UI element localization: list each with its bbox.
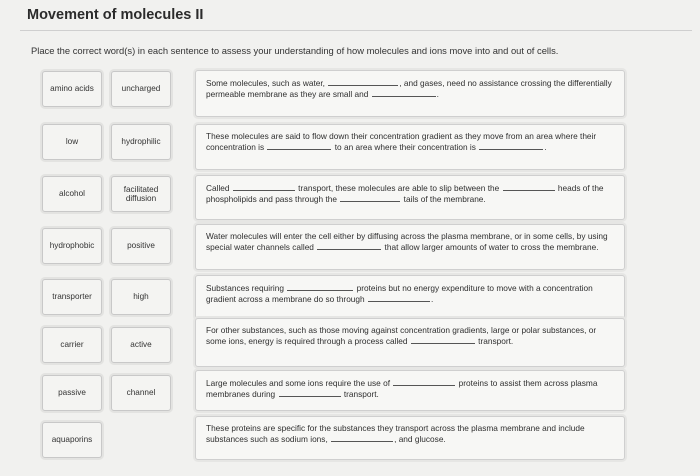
sentence-text: , and glucose. xyxy=(394,434,446,445)
instructions: Place the correct word(s) in each sentence to assess your understanding of how molecules and ions move into and out of cells. xyxy=(31,45,559,56)
answer-blank[interactable] xyxy=(503,182,555,191)
sentence-text: Some molecules, such as water, xyxy=(206,78,325,88)
answer-blank[interactable] xyxy=(340,193,400,202)
word-chip[interactable]: passive xyxy=(42,375,102,411)
answer-blank[interactable] xyxy=(279,388,341,397)
sentence-box-7 xyxy=(195,370,625,411)
answer-blank[interactable] xyxy=(368,293,430,302)
sentence-box-6 xyxy=(195,318,625,367)
word-chip[interactable]: channel xyxy=(111,375,171,411)
sentence-text: Called xyxy=(206,183,230,193)
word-chip[interactable]: positive xyxy=(111,228,171,264)
sentence-text: , and gases, need no assistance crossing the differentially permeable membrane as they are small and xyxy=(206,78,612,100)
answer-blank[interactable] xyxy=(372,88,436,97)
sentence-text: to an area where their concentration is xyxy=(334,142,476,153)
answer-blank[interactable] xyxy=(479,141,543,150)
sentence-text: heads of the phospholipids and pass through the xyxy=(206,183,604,205)
sentence-text: that allow larger amounts of water to cross the membrane. xyxy=(384,242,599,253)
sentence-text: transport, these molecules are able to slip between the xyxy=(298,183,500,193)
sentence-text: . xyxy=(436,89,439,100)
word-chip[interactable]: low xyxy=(42,124,102,160)
sentence-text: transport. xyxy=(478,336,514,347)
word-chip[interactable]: high xyxy=(111,279,171,315)
word-chip[interactable]: alcohol xyxy=(42,176,102,212)
sentence-text: These proteins are specific for the substances they transport across the plasma membrane and include substances such as sodium ions, xyxy=(206,423,585,445)
word-chip[interactable]: amino acids xyxy=(42,71,102,107)
answer-blank[interactable] xyxy=(411,335,475,344)
word-chip[interactable]: hydrophobic xyxy=(42,228,102,264)
sentence-text: For other substances, such as those moving against concentration gradients, large or polar substances, or some ions, energy is required through a process called xyxy=(206,325,597,347)
word-chip[interactable]: active xyxy=(111,327,171,363)
sentence-box-8 xyxy=(195,416,625,460)
answer-blank[interactable] xyxy=(393,377,455,386)
answer-blank[interactable] xyxy=(328,77,398,86)
word-chip[interactable]: aquaporins xyxy=(42,422,102,458)
divider xyxy=(20,30,692,31)
answer-blank[interactable] xyxy=(317,241,381,250)
sentence-text: transport. xyxy=(343,389,379,400)
sentence-text: Large molecules and some ions require the use of xyxy=(206,378,391,388)
sentence-text: These molecules are said to flow down their concentration gradient as they move from an area where their concentration is xyxy=(206,131,597,153)
sentence-text: proteins to assist them across plasma membranes during xyxy=(206,378,598,400)
answer-blank[interactable] xyxy=(233,182,295,191)
sentence-text: tails of the membrane. xyxy=(403,194,486,205)
page-title: Movement of molecules II xyxy=(27,7,204,23)
sentence-text: proteins but no energy expenditure to move with a concentration gradient across a membrane do so through xyxy=(206,283,593,305)
word-chip[interactable]: uncharged xyxy=(111,71,171,107)
sentence-box-2 xyxy=(195,124,625,170)
answer-blank[interactable] xyxy=(331,433,393,442)
sentence-box-1 xyxy=(195,70,625,117)
word-chip[interactable]: facilitated diffusion xyxy=(111,176,171,212)
sentence-text: Water molecules will enter the cell either by diffusing across the plasma membrane, or in some cells, by using special water channels called xyxy=(206,231,608,253)
sentence-box-5 xyxy=(195,275,625,319)
word-chip[interactable]: hydrophilic xyxy=(111,124,171,160)
word-chip[interactable]: transporter xyxy=(42,279,102,315)
sentence-box-4 xyxy=(195,224,625,270)
sentence-text: . xyxy=(544,142,547,153)
word-chip[interactable]: carrier xyxy=(42,327,102,363)
sentence-text: Substances requiring xyxy=(206,283,284,293)
sentence-box-3 xyxy=(195,175,625,220)
answer-blank[interactable] xyxy=(287,282,353,291)
answer-blank[interactable] xyxy=(267,141,331,150)
sentence-text: . xyxy=(430,294,434,305)
